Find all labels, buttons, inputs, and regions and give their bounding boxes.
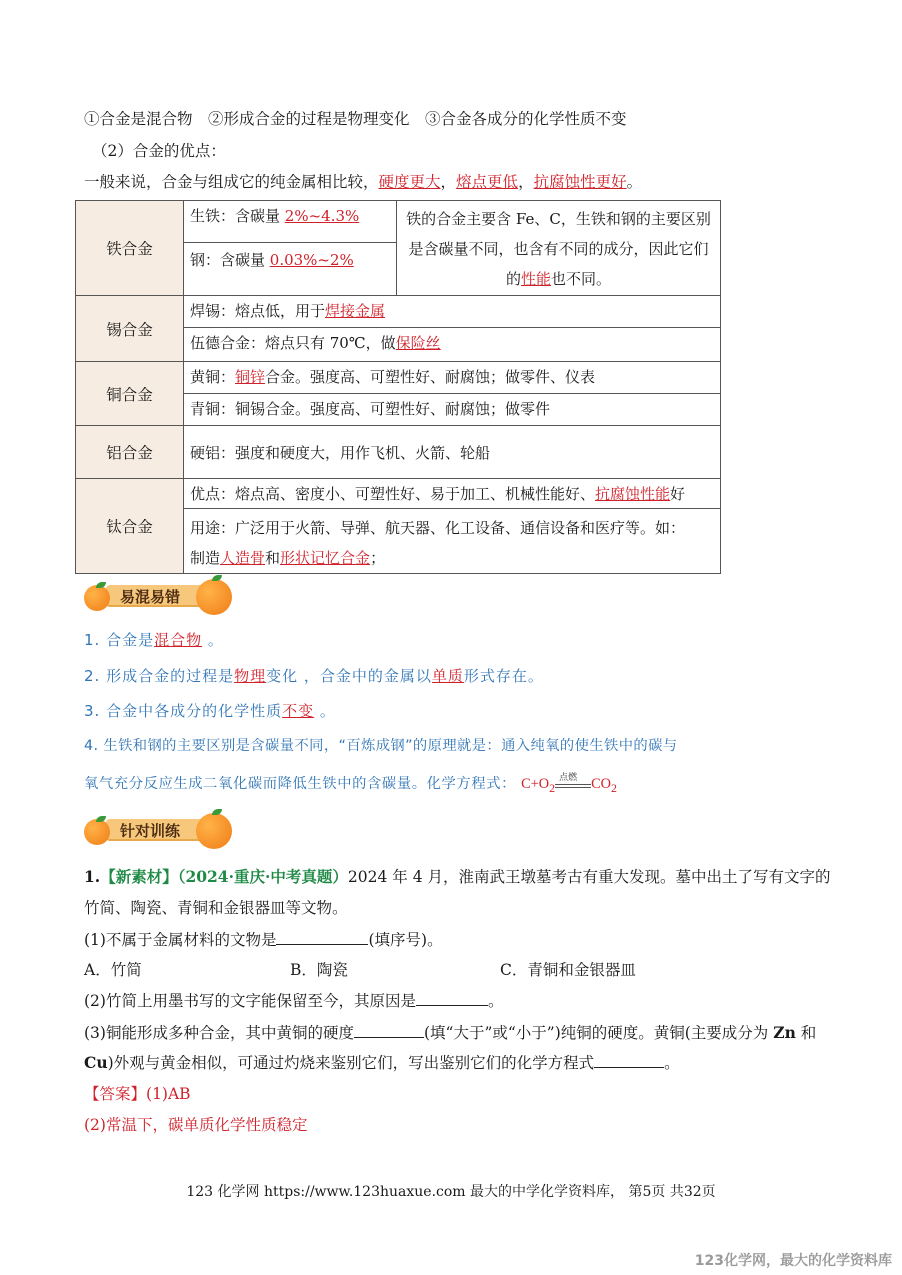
item3-answer: 不变 (282, 702, 315, 720)
question-source: （2024·重庆·中考真题） (177, 867, 348, 886)
steel-label: 钢：含碳量 (190, 251, 270, 269)
titanium-usage: 用途：广泛用于火箭、导弹、航天器、化工设备、通信设备和医疗等。如： (190, 519, 686, 537)
formula-zn: Zn (773, 1023, 796, 1042)
answer-line-2: (2)常温下，碳单质化学性质稳定 (84, 1116, 308, 1134)
chemical-equation (521, 771, 617, 795)
sub2-text: (2)竹简上用墨书写的文字能保留至今，其原因是 (84, 992, 416, 1010)
advantage-corrosion: 抗腐蚀性更好 (533, 173, 627, 191)
copper-content (184, 362, 720, 425)
item2-mid: 变化 ，合金中的金属以 (266, 667, 432, 685)
copper-row1-suffix: 合金。强度高、可塑性好、耐腐蚀；做零件、仪表 (265, 368, 596, 386)
pig-iron-label: 生铁：含碳量 (190, 207, 285, 225)
sub3-line2-text: )外观与黄金相似，可通过灼烧来鉴别它们，写出鉴别它们的化学方程式 (107, 1054, 595, 1072)
category-iron: 铁合金 (76, 201, 184, 295)
alloy-properties-list: ①合金是混合物 ②形成合金的过程是物理变化 ③合金各成分的化学性质不变 (84, 110, 627, 128)
answer-blank-2[interactable] (416, 1005, 488, 1006)
sub3-end: 。 (664, 1054, 680, 1072)
category-tin: 锡合金 (76, 296, 184, 361)
table-row-iron (76, 201, 720, 296)
mistake-item-3 (84, 700, 336, 721)
advantage-hardness: 硬度更大 (378, 173, 441, 191)
orange-icon (84, 819, 110, 845)
answer-blank-1[interactable] (276, 944, 368, 945)
copper-row2: 青铜：铜锡合金。强度高、可塑性好、耐腐蚀；做零件 (190, 400, 551, 418)
iron-content-col (184, 201, 397, 295)
tin-row2-text: 伍德合金：熔点只有 70℃，做 (190, 334, 396, 352)
item3-text: 3. 合金中各成分的化学性质 (84, 702, 283, 720)
item1-end: 。 (202, 631, 224, 649)
titanium-examples-end: ； (370, 549, 386, 567)
item4-text: 氧气充分反应生成二氧化碳而降低生铁中的含碳量。化学方程式： (84, 776, 517, 792)
steel-cell (184, 243, 396, 295)
table-row-titanium (76, 479, 720, 574)
question-text: 2024 年 4 月，淮南武王墩墓考古有重大发现。墓中出土了写有文字的 (347, 868, 831, 886)
eq-product-sub: 2 (610, 780, 617, 795)
sub-question-3-line1 (84, 1021, 816, 1043)
category-titanium: 钛合金 (76, 479, 184, 573)
iron-note-highlight: 性能 (520, 270, 551, 288)
orange-icon (196, 579, 232, 615)
titanium-examples-and: 和 (265, 549, 281, 567)
mistake-item-4-line2 (84, 773, 617, 796)
pig-iron-cell (184, 201, 396, 243)
item2-end: 形式存在。 (463, 667, 544, 685)
answer-line-1 (84, 1082, 191, 1104)
titanium-examples-prefix: 制造 (190, 549, 221, 567)
eq-reactant-sub: 2 (549, 780, 556, 795)
page-footer: 123 化学网 https://www.123huaxue.com 最大的中学化学资料库， 第5页 共32页 (186, 1184, 716, 1200)
sub3-mid: (填“大于”或“小于”)纯铜的硬度。黄铜(主要成分为 (423, 1024, 774, 1042)
watermark: 123化学网，最大的化学资料库 (694, 1253, 892, 1269)
eq-arrow (555, 771, 591, 788)
sub-question-2 (84, 989, 503, 1011)
titanium-row1-text: 优点：熔点高、密度小、可塑性好、易于加工、机械性能好、 (190, 485, 596, 503)
option-a: A．竹简 (84, 961, 142, 979)
titanium-row1 (184, 479, 720, 509)
sub1-end: (填序号)。 (368, 931, 443, 949)
orange-icon (84, 585, 110, 611)
tin-row2 (184, 328, 720, 361)
steel-value: 0.03%~2% (269, 251, 354, 269)
mistake-item-4-line1: 4. 生铁和钢的主要区别是含碳量不同，“百炼成钢”的原理就是：通入纯氧的使生铁中的碳与 (84, 738, 678, 754)
question-number: 1. (84, 867, 101, 886)
orange-icon (196, 813, 232, 849)
separator: ， (518, 173, 534, 191)
tin-row1-highlight: 焊接金属 (325, 302, 386, 320)
eq-condition: 点燃 (559, 771, 578, 782)
item3-end: 。 (314, 702, 336, 720)
table-row-aluminum (76, 426, 720, 479)
category-aluminum: 铝合金 (76, 426, 184, 478)
titanium-examples (190, 543, 714, 573)
advantage-heading: （2）合金的优点： (92, 142, 226, 160)
tin-row1-text: 焊锡：熔点低，用于 (190, 302, 326, 320)
iron-note (397, 201, 720, 295)
eq-product: CO (591, 776, 611, 792)
item2-answer2: 单质 (431, 667, 464, 685)
period: 。 (626, 173, 643, 191)
category-copper: 铜合金 (76, 362, 184, 425)
sub3-and: 和 (795, 1024, 817, 1042)
eq-reactants: C+O (521, 776, 550, 792)
item2-answer1: 物理 (234, 667, 267, 685)
sub1-text: (1)不属于金属材料的文物是 (84, 931, 277, 949)
question-1-line2: 竹简、陶瓷、青铜和金银器皿等文物。 (84, 899, 348, 917)
formula-cu: Cu (84, 1053, 108, 1072)
answer-1: (1)AB (146, 1085, 191, 1103)
separator: ， (440, 173, 457, 191)
answer-blank-3[interactable] (354, 1037, 424, 1038)
item1-answer: 混合物 (154, 631, 203, 649)
section-badge-common-mistakes (84, 577, 234, 615)
question-1-line1 (84, 865, 830, 887)
answer-blank-4[interactable] (594, 1067, 664, 1068)
table-row-tin (76, 296, 720, 362)
alloy-table (75, 200, 721, 574)
copper-row1-text: 黄铜： (190, 368, 236, 386)
copper-row1 (184, 362, 720, 394)
option-c: C．青铜和金银器皿 (500, 961, 636, 979)
badge-label: 针对训练 (120, 822, 181, 840)
titanium-example-bone: 人造骨 (220, 549, 266, 567)
sub3-text: (3)铜能形成多种合金，其中黄铜的硬度 (84, 1024, 354, 1042)
copper-row1-highlight: 铜锌 (235, 368, 266, 386)
iron-note-text: 铁的合金主要含 Fe、C，生铁和钢的主要区别是含碳量不同，也含有不同的成分，因此它们的 (406, 210, 711, 288)
aluminum-row1: 硬铝：强度和硬度大，用作飞机、火箭、轮船 (190, 443, 491, 462)
item2-text: 2. 形成合金的过程是 (84, 667, 235, 685)
section-badge-practice (84, 811, 234, 849)
tin-row1 (184, 296, 720, 328)
titanium-row1-highlight: 抗腐蚀性能 (595, 485, 671, 503)
mistake-item-2 (84, 665, 544, 686)
sub-question-1 (84, 928, 443, 950)
aluminum-content (184, 426, 720, 478)
titanium-example-memory-alloy: 形状记忆合金 (280, 549, 371, 567)
advantage-melting: 熔点更低 (456, 173, 519, 191)
sub-question-3-line2 (84, 1051, 680, 1073)
mistake-item-1 (84, 629, 224, 650)
question-tag: 【新素材】 (100, 867, 178, 886)
compare-prefix: 一般来说，合金与组成它的纯金属相比较， (84, 173, 379, 191)
answer-label: 【答案】 (84, 1085, 147, 1103)
iron-note-end: 也不同。 (551, 270, 612, 288)
table-row-copper (76, 362, 720, 426)
sub2-end: 。 (487, 992, 504, 1010)
titanium-content (184, 479, 720, 573)
option-b: B．陶瓷 (290, 961, 348, 979)
titanium-row2 (184, 509, 720, 577)
tin-content (184, 296, 720, 361)
advantage-sentence (84, 170, 642, 192)
item1-text: 1. 合金是 (84, 631, 155, 649)
titanium-row1-suffix: 好 (670, 485, 686, 503)
tin-row2-highlight: 保险丝 (395, 334, 441, 352)
badge-label: 易混易错 (120, 588, 181, 606)
eq-double-line (555, 784, 591, 788)
pig-iron-value: 2%~4.3% (284, 207, 360, 225)
